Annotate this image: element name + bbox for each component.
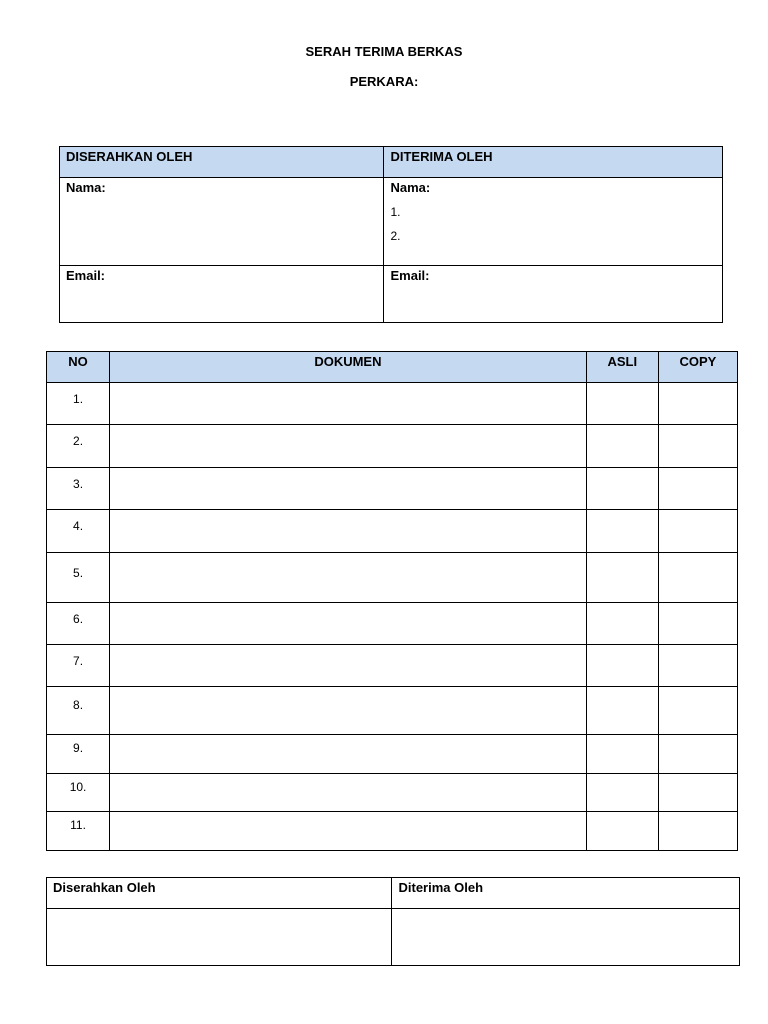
receiver-email-cell[interactable] <box>384 266 723 323</box>
table-row <box>47 468 738 510</box>
asli-cell[interactable] <box>586 687 658 735</box>
asli-cell[interactable] <box>586 603 658 645</box>
receiver-number-1: 1. <box>390 205 401 219</box>
asli-cell[interactable] <box>586 468 658 510</box>
receiver-number-2: 2. <box>390 229 401 243</box>
dokumen-cell[interactable] <box>110 510 587 553</box>
sender-email-label: Email: <box>66 268 106 283</box>
row-number: 4. <box>47 510 110 553</box>
dokumen-cell[interactable] <box>110 603 587 645</box>
page-title: SERAH TERIMA BERKAS <box>305 44 463 59</box>
table-row <box>47 687 738 735</box>
receiver-signature-label: Diterima Oleh <box>392 878 740 909</box>
sender-email-cell[interactable] <box>60 266 384 323</box>
asli-cell[interactable] <box>586 735 658 774</box>
row-number: 5. <box>47 553 110 603</box>
receiver-name-label: Nama: <box>390 180 431 195</box>
table-row <box>47 510 738 553</box>
asli-cell[interactable] <box>586 383 658 425</box>
page-subtitle: PERKARA: <box>349 74 419 89</box>
copy-cell[interactable] <box>658 383 737 425</box>
dokumen-cell[interactable] <box>110 383 587 425</box>
copy-cell[interactable] <box>658 468 737 510</box>
column-header-asli: ASLI <box>586 352 658 383</box>
copy-cell[interactable] <box>658 425 737 468</box>
dokumen-cell[interactable] <box>110 735 587 774</box>
row-number: 10. <box>47 774 110 812</box>
table-row <box>47 812 738 851</box>
asli-cell[interactable] <box>586 645 658 687</box>
row-number: 11. <box>47 812 110 851</box>
table-row <box>47 383 738 425</box>
receiver-header: DITERIMA OLEH <box>384 147 723 178</box>
copy-cell[interactable] <box>658 645 737 687</box>
parties-table <box>59 146 723 323</box>
copy-cell[interactable] <box>658 774 737 812</box>
column-header-dokumen: DOKUMEN <box>110 352 587 383</box>
dokumen-cell[interactable] <box>110 425 587 468</box>
sender-name-cell[interactable] <box>60 178 384 266</box>
table-row <box>47 774 738 812</box>
table-row <box>47 425 738 468</box>
asli-cell[interactable] <box>586 553 658 603</box>
table-row <box>47 603 738 645</box>
copy-cell[interactable] <box>658 735 737 774</box>
row-number: 7. <box>47 645 110 687</box>
row-number: 1. <box>47 383 110 425</box>
dokumen-cell[interactable] <box>110 687 587 735</box>
receiver-name-cell[interactable] <box>384 178 723 266</box>
asli-cell[interactable] <box>586 812 658 851</box>
sender-signature-box[interactable] <box>47 909 392 966</box>
copy-cell[interactable] <box>658 603 737 645</box>
receiver-signature-box[interactable] <box>392 909 740 966</box>
asli-cell[interactable] <box>586 510 658 553</box>
row-number: 8. <box>47 687 110 735</box>
copy-cell[interactable] <box>658 553 737 603</box>
column-header-copy: COPY <box>658 352 737 383</box>
row-number: 3. <box>47 468 110 510</box>
row-number: 2. <box>47 425 110 468</box>
signatures-table <box>46 877 740 966</box>
dokumen-cell[interactable] <box>110 812 587 851</box>
dokumen-cell[interactable] <box>110 468 587 510</box>
dokumen-cell[interactable] <box>110 645 587 687</box>
copy-cell[interactable] <box>658 812 737 851</box>
table-row <box>47 553 738 603</box>
sender-header: DISERAHKAN OLEH <box>60 147 384 178</box>
copy-cell[interactable] <box>658 687 737 735</box>
receiver-email-label: Email: <box>390 268 430 283</box>
sender-name-label: Nama: <box>66 180 106 195</box>
row-number: 9. <box>47 735 110 774</box>
asli-cell[interactable] <box>586 774 658 812</box>
copy-cell[interactable] <box>658 510 737 553</box>
table-row <box>47 645 738 687</box>
row-number: 6. <box>47 603 110 645</box>
dokumen-cell[interactable] <box>110 553 587 603</box>
asli-cell[interactable] <box>586 425 658 468</box>
column-header-no: NO <box>47 352 110 383</box>
documents-table <box>46 351 738 851</box>
table-row <box>47 735 738 774</box>
dokumen-cell[interactable] <box>110 774 587 812</box>
sender-signature-label: Diserahkan Oleh <box>47 878 392 909</box>
